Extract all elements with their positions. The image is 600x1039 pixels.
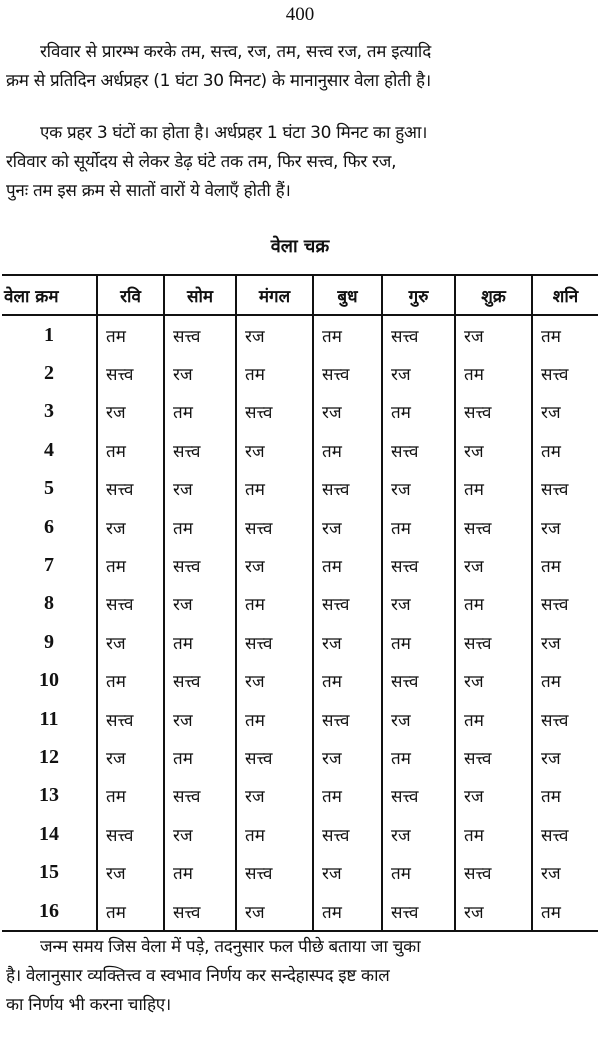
table-cell: रज — [164, 815, 236, 853]
paragraph-line: क्रम से प्रतिदिन अर्धप्रहर (1 घंटा 30 मिनट) के मानानुसार वेला होती है। — [6, 71, 431, 91]
table-cell: रज — [455, 546, 532, 584]
table-row — [2, 315, 598, 354]
row-number: 7 — [44, 554, 54, 577]
table-cell: तम — [532, 546, 598, 584]
table-cell: तम — [382, 623, 455, 661]
table-cell: सत्त्व — [532, 354, 598, 392]
table-row — [2, 585, 598, 623]
table-cell: सत्त्व — [455, 508, 532, 546]
table-cell: तम — [455, 470, 532, 508]
table-cell: सत्त्व — [97, 470, 164, 508]
table-cell: रज — [455, 315, 532, 354]
table-cell: तम — [313, 315, 382, 354]
row-number: 15 — [39, 861, 59, 884]
table-cell: रज — [236, 315, 313, 354]
table-cell: रज — [455, 431, 532, 469]
table-cell: तम — [164, 853, 236, 891]
table-cell: तम — [164, 508, 236, 546]
table-cell: रज — [382, 470, 455, 508]
table-cell: रज — [455, 777, 532, 815]
table-row — [2, 738, 598, 776]
page-number: 400 — [285, 4, 315, 25]
table-cell: सत्त्व — [532, 815, 598, 853]
row-number: 2 — [44, 362, 54, 385]
table-cell: तम — [97, 662, 164, 700]
column-header: वेला क्रम — [2, 275, 97, 315]
table-cell: तम — [164, 623, 236, 661]
row-number: 5 — [44, 477, 54, 500]
table-cell: तम — [455, 700, 532, 738]
table-cell: तम — [164, 393, 236, 431]
table-row — [2, 777, 598, 815]
row-number: 3 — [44, 400, 54, 423]
table-row — [2, 853, 598, 891]
paragraph-line: जन्म समय जिस वेला में पड़े, तदनुसार फल पीछे बताया जा चुका — [40, 937, 421, 957]
table-cell: रज — [382, 585, 455, 623]
table-cell: सत्त्व — [382, 431, 455, 469]
row-number: 6 — [44, 515, 54, 538]
column-header: शनि — [532, 275, 598, 315]
table-cell: तम — [236, 700, 313, 738]
table-cell: रज — [313, 738, 382, 776]
table-cell: सत्त्व — [164, 777, 236, 815]
table-cell: तम — [532, 777, 598, 815]
table-cell: सत्त्व — [164, 892, 236, 931]
table-cell: रज — [236, 777, 313, 815]
table-cell: तम — [532, 892, 598, 931]
table-cell: रज — [382, 354, 455, 392]
table-cell: सत्त्व — [164, 315, 236, 354]
column-header: मंगल — [236, 275, 313, 315]
table-cell: सत्त्व — [313, 700, 382, 738]
table-cell: सत्त्व — [97, 585, 164, 623]
table-cell: रज — [532, 508, 598, 546]
table-row — [2, 815, 598, 853]
row-number: 12 — [39, 745, 59, 768]
table-cell: सत्त्व — [455, 393, 532, 431]
table-cell: सत्त्व — [97, 700, 164, 738]
table-cell: तम — [97, 315, 164, 354]
table-cell: रज — [164, 700, 236, 738]
row-number: 4 — [44, 438, 54, 461]
table-cell: सत्त्व — [455, 623, 532, 661]
table-cell: सत्त्व — [313, 354, 382, 392]
row-number: 9 — [44, 630, 54, 653]
row-number: 14 — [39, 822, 59, 845]
table-title: वेला चक्र — [270, 236, 330, 257]
table-cell: तम — [455, 354, 532, 392]
table-row — [2, 470, 598, 508]
table-cell: रज — [97, 508, 164, 546]
paragraph-line: रविवार को सूर्योदय से लेकर डेढ़ घंटे तक तम, फिर सत्त्व, फिर रज, — [6, 152, 397, 172]
table-cell: रज — [313, 853, 382, 891]
table-cell: रज — [164, 585, 236, 623]
table-cell: सत्त्व — [164, 662, 236, 700]
column-header: शुक्र — [455, 275, 532, 315]
table-cell: रज — [313, 393, 382, 431]
table-cell: रज — [532, 853, 598, 891]
table-cell: सत्त्व — [164, 546, 236, 584]
table-cell: तम — [532, 431, 598, 469]
paragraph-line: है। वेलानुसार व्यक्तित्त्व व स्वभाव निर्णय कर सन्देहास्पद इष्ट काल — [6, 966, 390, 986]
table-cell: तम — [455, 585, 532, 623]
row-number: 16 — [2, 892, 97, 931]
table-cell: तम — [236, 354, 313, 392]
table-cell: तम — [313, 431, 382, 469]
table-cell: तम — [532, 662, 598, 700]
table-cell: तम — [236, 815, 313, 853]
row-number: 8 — [44, 592, 54, 615]
vela-chakra-table — [2, 274, 598, 932]
paragraph-prahar — [6, 119, 596, 206]
table-cell: रज — [313, 623, 382, 661]
table-cell: सत्त्व — [313, 470, 382, 508]
paragraph-conclusion — [6, 933, 596, 1020]
table-cell: रज — [455, 662, 532, 700]
table-cell: तम — [97, 892, 164, 931]
table-cell: रज — [532, 393, 598, 431]
table-cell: तम — [532, 315, 598, 354]
table-cell: रज — [97, 738, 164, 776]
column-header: सोम — [164, 275, 236, 315]
row-number: 1 — [44, 323, 54, 346]
table-cell: सत्त्व — [532, 700, 598, 738]
table-cell: रज — [382, 815, 455, 853]
table-cell: तम — [313, 546, 382, 584]
table-cell: सत्त्व — [236, 508, 313, 546]
table-cell: सत्त्व — [382, 892, 455, 931]
table-cell: सत्त्व — [236, 853, 313, 891]
row-number: 11 — [39, 707, 59, 730]
table-cell: सत्त्व — [236, 623, 313, 661]
paragraph-line: रविवार से प्रारम्भ करके तम, सत्त्व, रज, तम, सत्त्व रज, तम इत्यादि — [40, 42, 431, 62]
table-header-row — [2, 275, 598, 315]
column-header: बुध — [313, 275, 382, 315]
table-cell: तम — [236, 470, 313, 508]
table-row — [2, 393, 598, 431]
table-cell: रज — [97, 623, 164, 661]
table-cell: तम — [97, 546, 164, 584]
table-cell: तम — [455, 815, 532, 853]
table-row — [2, 623, 598, 661]
table-cell: रज — [455, 892, 532, 931]
table-cell: सत्त्व — [313, 585, 382, 623]
table-cell: रज — [313, 508, 382, 546]
paragraph-line: एक प्रहर 3 घंटों का होता है। अर्धप्रहर 1 घंटा 30 मिनट का हुआ। — [40, 123, 428, 143]
table-row — [2, 662, 598, 700]
table-cell: सत्त्व — [382, 315, 455, 354]
table-cell: रज — [236, 662, 313, 700]
table-cell: सत्त्व — [382, 546, 455, 584]
table-cell: सत्त्व — [164, 431, 236, 469]
table-cell: तम — [313, 892, 382, 931]
table-cell: रज — [532, 738, 598, 776]
table-cell: सत्त्व — [97, 354, 164, 392]
column-header: गुरु — [382, 275, 455, 315]
table-cell: रज — [164, 354, 236, 392]
table-row — [2, 354, 598, 392]
table-cell: तम — [382, 508, 455, 546]
table-cell: रज — [236, 546, 313, 584]
row-number: 13 — [39, 784, 59, 807]
table-cell: सत्त्व — [97, 815, 164, 853]
table-cell: सत्त्व — [313, 815, 382, 853]
table-cell: सत्त्व — [236, 393, 313, 431]
table-cell: रज — [97, 393, 164, 431]
table-cell: सत्त्व — [236, 738, 313, 776]
table-cell: तम — [97, 431, 164, 469]
row-number: 10 — [39, 669, 59, 692]
table-row — [2, 431, 598, 469]
table-row — [2, 546, 598, 584]
table-cell: रज — [236, 431, 313, 469]
table-cell: तम — [97, 777, 164, 815]
table-cell: रज — [236, 892, 313, 931]
table-cell: तम — [382, 738, 455, 776]
paragraph-line: पुनः तम इस क्रम से सातों वारों ये वेलाएँ होती हैं। — [6, 181, 291, 201]
table-cell: सत्त्व — [382, 777, 455, 815]
table-row — [2, 700, 598, 738]
column-header: रवि — [97, 275, 164, 315]
table-cell: तम — [382, 853, 455, 891]
table-cell: सत्त्व — [532, 470, 598, 508]
table-cell: सत्त्व — [455, 853, 532, 891]
table-cell: रज — [97, 853, 164, 891]
table-cell: सत्त्व — [382, 662, 455, 700]
table-cell: तम — [236, 585, 313, 623]
table-cell: सत्त्व — [532, 585, 598, 623]
table-cell: तम — [313, 662, 382, 700]
paragraph-intro — [6, 38, 596, 96]
table-cell: सत्त्व — [455, 738, 532, 776]
table-cell: तम — [313, 777, 382, 815]
table-row — [2, 508, 598, 546]
table-cell: रज — [382, 700, 455, 738]
table-cell: तम — [382, 393, 455, 431]
table-cell: रज — [532, 623, 598, 661]
table-row — [2, 892, 598, 931]
table-cell: रज — [164, 470, 236, 508]
table-cell: तम — [164, 738, 236, 776]
paragraph-line: का निर्णय भी करना चाहिए। — [6, 995, 171, 1015]
